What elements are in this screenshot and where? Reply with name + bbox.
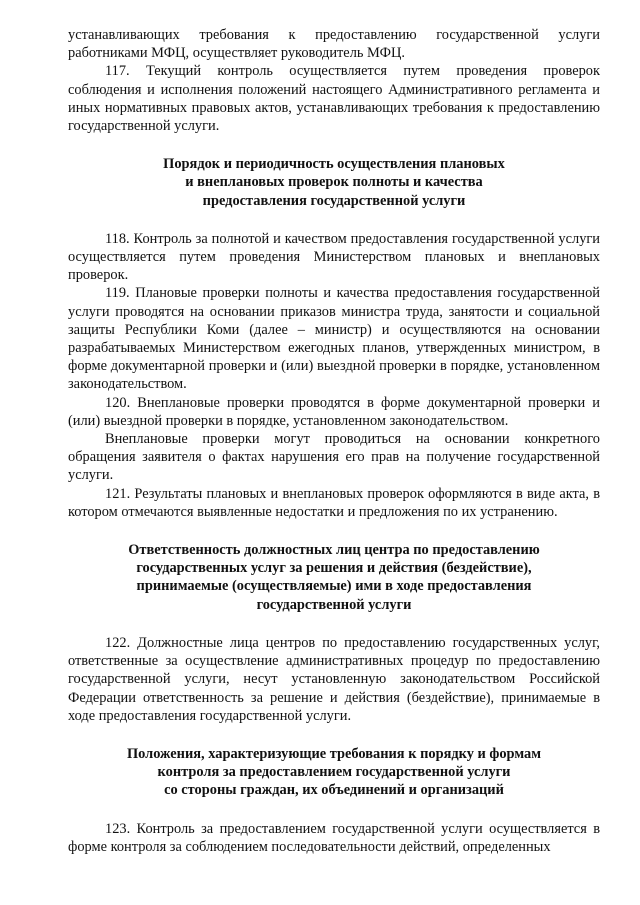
paragraph-117: 117. Текущий контроль осуществляется путем проведения проверок соблюдения и исполнения положений настоящего Административного регламента и иных нормативных правовых актов, устанавливающих требования к предоставлению государственной услуги. xyxy=(68,63,600,135)
paragraph-123: 123. Контроль за предоставлением государственной услуги осуществляется в форме контроля за соблюдением последовательности действий, определенных xyxy=(68,820,600,855)
heading-line: государственных услуг за решения и действия (бездействие), xyxy=(136,560,532,577)
heading-line: и внеплановых проверок полноты и качества xyxy=(185,174,483,191)
paragraph-118: 118. Контроль за полнотой и качеством предоставления государственной услуги осуществляется путем проведения Министерством плановых и внеплановых проверок. xyxy=(68,230,600,284)
section-heading-inspections xyxy=(68,155,600,210)
heading-line: предоставления государственной услуги xyxy=(202,192,466,209)
heading-line: контроля за предоставлением государственной услуги xyxy=(157,764,511,781)
section-heading-responsibility xyxy=(68,541,600,614)
heading-line: Ответственность должностных лиц центра по предоставлению xyxy=(128,542,540,559)
paragraph-120-unscheduled: Внеплановые проверки могут проводиться на основании конкретного обращения заявителя о фактах нарушения его прав на получение государственной услуги. xyxy=(68,431,600,484)
section-heading-public-control xyxy=(68,745,600,800)
heading-line: Порядок и периодичность осуществления плановых xyxy=(163,156,505,173)
paragraph-122: 122. Должностные лица центров по предоставлению государственных услуг, ответственные за осуществление административных процедур по предоставлению государственной услуги, несут установленную законодательством Российской Федерации ответственность за решение и действия (бездействие), принимаемые в ходе предоставления государственной услуги. xyxy=(68,634,600,724)
paragraph-121: 121. Результаты плановых и внеплановых проверок оформляются в виде акта, в котором отмечаются выявленные недостатки и предложения по их устранению. xyxy=(68,485,600,520)
paragraph-120: 120. Внеплановые проверки проводятся в форме документарной проверки и (или) выездной проверки в порядке, установленном законодательством. xyxy=(68,394,600,429)
heading-line: принимаемые (осуществляемые) ими в ходе предоставления xyxy=(136,578,532,595)
paragraph-116-continuation: устанавливающих требования к предоставлению государственной услуги работниками МФЦ, осуществляет руководитель МФЦ. xyxy=(68,27,600,62)
heading-line: государственной услуги xyxy=(256,596,412,613)
paragraph-119: 119. Плановые проверки полноты и качества предоставления государственной услуги проводятся на основании приказов министра труда, занятости и социальной защиты Республики Коми (далее – министр) и осуществляются на основании разрабатываемых Министерством ежегодных планов, утвержденных министром, в форме документарной проверки и (или) выездной проверки в порядке, установленном законодательством. xyxy=(68,285,600,393)
heading-line: Положения, характеризующие требования к порядку и формам xyxy=(126,745,542,762)
heading-line: со стороны граждан, их объединений и организаций xyxy=(164,782,504,799)
